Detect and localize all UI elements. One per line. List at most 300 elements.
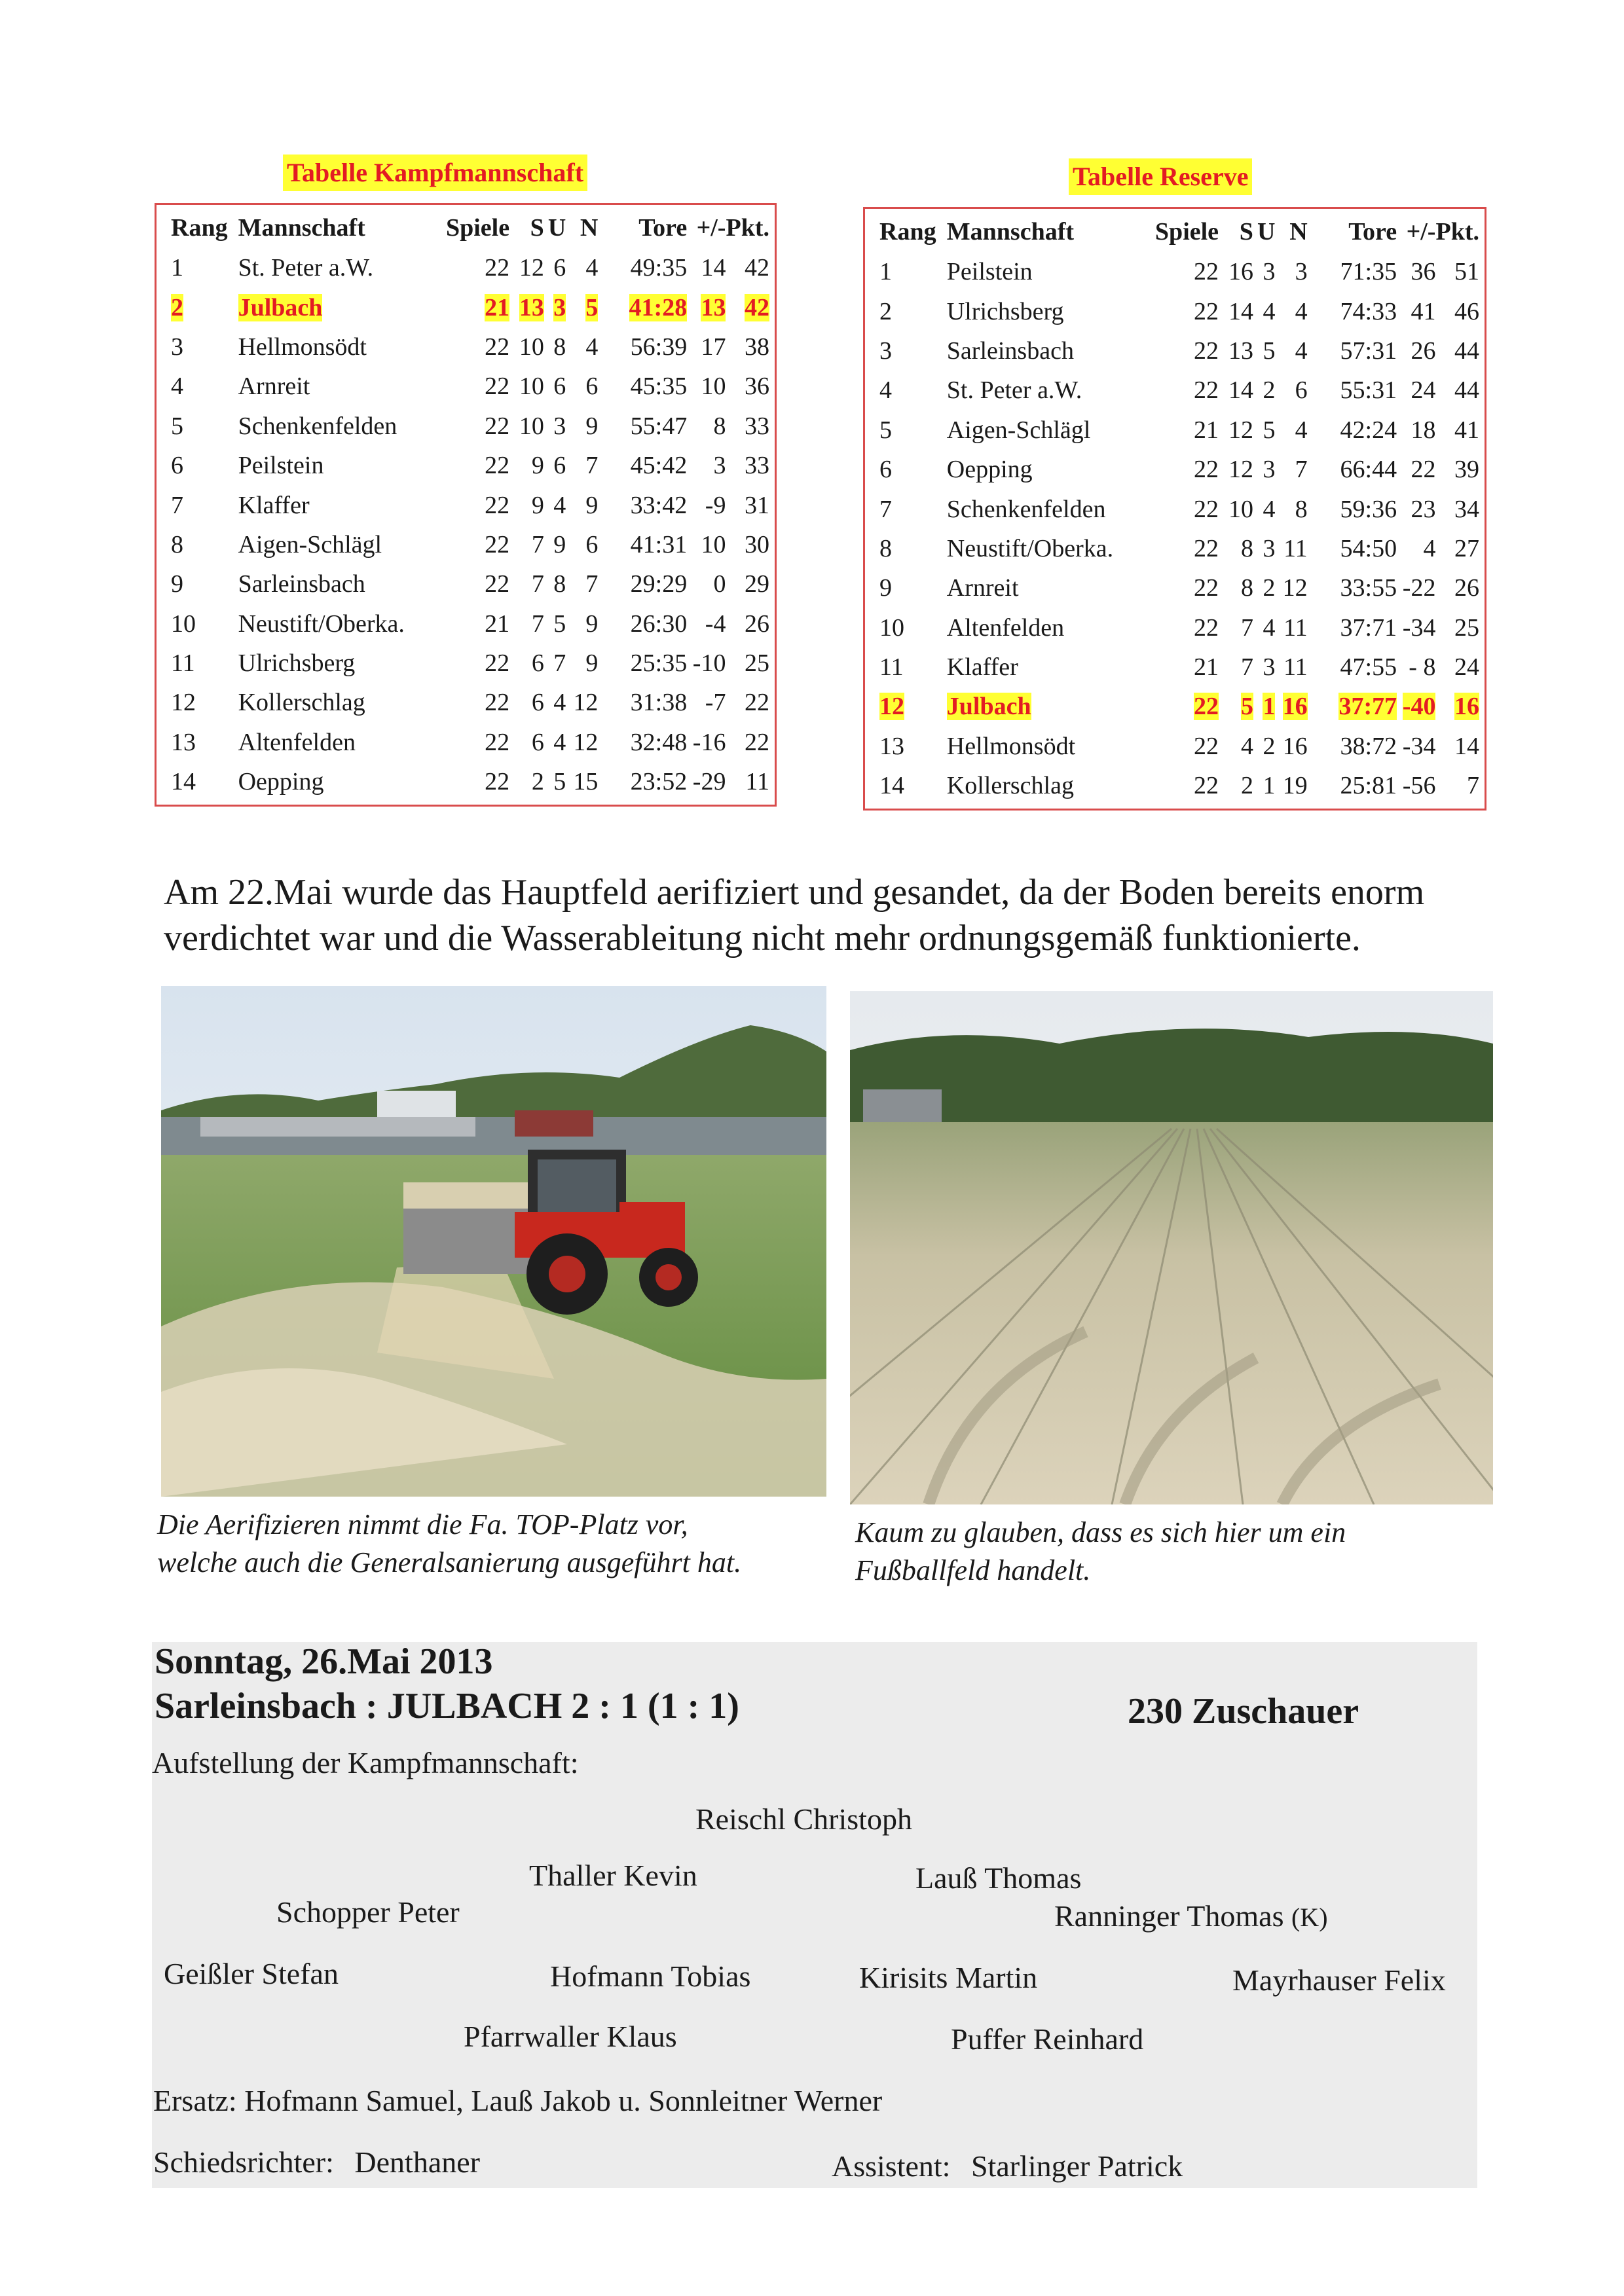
cell-pkt-value: 26 xyxy=(745,610,769,638)
cell-u-value: 4 xyxy=(553,491,566,519)
cell-tore-value: 41:31 xyxy=(630,530,688,558)
cell-tore-value: 47:55 xyxy=(1340,653,1397,682)
cell-u-value: 6 xyxy=(553,452,566,480)
cell-spiele-value: 22 xyxy=(1194,495,1219,523)
cell-rang xyxy=(879,291,947,331)
table-row xyxy=(171,327,769,367)
cell-diff xyxy=(1397,568,1435,608)
player-goalkeeper: Reischl Christoph xyxy=(695,1802,912,1836)
cell-team-value: Ulrichsberg xyxy=(238,649,356,678)
cell-n xyxy=(1275,371,1307,410)
cell-diff xyxy=(1397,727,1435,766)
cell-n xyxy=(1275,450,1307,489)
table-title-kampfmannschaft: Tabelle Kampfmannschaft xyxy=(283,155,587,191)
table-row xyxy=(879,331,1479,371)
cell-diff xyxy=(687,723,726,762)
cell-spiele xyxy=(1135,410,1219,450)
cell-team xyxy=(947,608,1135,647)
cell-rang xyxy=(171,327,238,367)
cell-tore-value: 23:52 xyxy=(630,768,688,796)
cell-team-value: St. Peter a.W. xyxy=(238,254,374,282)
cell-spiele xyxy=(426,644,509,683)
cell-team-value: Oepping xyxy=(238,768,324,796)
cell-pkt xyxy=(1435,371,1479,410)
cell-tore-value: 74:33 xyxy=(1340,297,1397,325)
cell-spiele-value: 22 xyxy=(1194,772,1219,800)
cell-n-value: 12 xyxy=(1282,574,1308,602)
cell-s xyxy=(1219,727,1253,766)
cell-spiele xyxy=(1135,727,1219,766)
cell-rang xyxy=(171,762,238,801)
cell-team xyxy=(238,327,426,367)
cell-pkt-value: 44 xyxy=(1454,376,1479,405)
cell-u xyxy=(544,644,566,683)
cell-n xyxy=(1275,410,1307,450)
cell-rang xyxy=(879,647,947,687)
cell-tore-value: 45:35 xyxy=(630,373,688,401)
cell-u xyxy=(1253,450,1276,489)
player-def-1: Thaller Kevin xyxy=(529,1859,697,1892)
cell-u xyxy=(544,683,566,722)
cell-n xyxy=(1275,608,1307,647)
cell-u xyxy=(1253,489,1276,528)
cell-tore xyxy=(598,644,687,683)
cell-diff-value: -34 xyxy=(1402,732,1436,760)
cell-rang-value: 13 xyxy=(879,732,904,760)
cell-pkt xyxy=(1435,766,1479,805)
table-row xyxy=(879,608,1479,647)
cell-spiele xyxy=(1135,687,1219,726)
cell-tore xyxy=(598,407,687,446)
table-header-row xyxy=(171,208,769,248)
cell-team-value: Aigen-Schlägl xyxy=(238,530,382,558)
cell-diff-value: - 8 xyxy=(1409,653,1436,682)
cell-rang-value: 6 xyxy=(879,456,892,484)
cell-spiele-value: 22 xyxy=(485,452,510,480)
cell-u-value: 6 xyxy=(553,254,566,282)
cell-pkt-value: 31 xyxy=(745,491,769,519)
standings-reserve xyxy=(879,211,1479,805)
table-header-row xyxy=(879,211,1479,252)
cell-diff xyxy=(687,446,726,485)
cell-u xyxy=(1253,371,1276,410)
cell-team-value: Kollerschlag xyxy=(946,772,1074,800)
cell-s-value: 12 xyxy=(519,254,544,282)
header-rang: Rang xyxy=(171,214,228,242)
cell-rang xyxy=(171,723,238,762)
cell-u-value: 5 xyxy=(553,610,566,638)
cell-diff-value: -34 xyxy=(1402,613,1436,642)
header-tore: Tore xyxy=(1348,218,1397,246)
cell-pkt xyxy=(726,525,769,564)
cell-spiele xyxy=(1135,331,1219,371)
header-pkt: Pkt. xyxy=(726,214,769,242)
cell-team xyxy=(947,410,1135,450)
cell-pkt xyxy=(726,485,769,524)
cell-pkt-value: 22 xyxy=(745,689,769,717)
cell-diff-value: -22 xyxy=(1402,574,1436,602)
cell-u xyxy=(1253,529,1276,568)
cell-n-value: 6 xyxy=(1295,376,1308,405)
cell-team xyxy=(947,727,1135,766)
cell-rang xyxy=(171,525,238,564)
cell-spiele-value: 21 xyxy=(485,610,510,638)
cell-s-value: 7 xyxy=(531,530,544,558)
cell-pkt-value: 39 xyxy=(1454,456,1479,484)
cell-rang xyxy=(879,371,947,410)
cell-diff-value: 18 xyxy=(1411,416,1436,444)
cell-tore-value: 57:31 xyxy=(1340,337,1397,365)
cell-pkt xyxy=(1435,568,1479,608)
cell-team xyxy=(238,604,426,644)
cell-s-value: 8 xyxy=(1240,574,1253,602)
cell-diff xyxy=(1397,608,1435,647)
header-rang: Rang xyxy=(879,218,936,246)
cell-team xyxy=(947,291,1135,331)
cell-diff-value: 10 xyxy=(701,373,726,401)
cell-tore xyxy=(1308,687,1397,726)
cell-u-value: 2 xyxy=(1263,376,1276,405)
cell-n-value: 7 xyxy=(585,452,599,480)
cell-pkt-value: 46 xyxy=(1454,297,1479,325)
cell-diff-value: 26 xyxy=(1411,337,1436,365)
cell-diff xyxy=(1397,371,1435,410)
cell-team-value: Kollerschlag xyxy=(238,689,365,717)
cell-tore-value: 38:72 xyxy=(1340,732,1397,760)
cell-u xyxy=(1253,410,1276,450)
cell-rang-value: 9 xyxy=(879,574,892,602)
player-mid-2: Hofmann Tobias xyxy=(550,1959,751,1993)
cell-s-value: 7 xyxy=(531,570,544,598)
cell-team-value: Peilstein xyxy=(238,452,324,480)
cell-spiele xyxy=(426,367,509,406)
cell-team xyxy=(947,450,1135,489)
cell-tore-value: 25:81 xyxy=(1340,772,1397,800)
cell-n xyxy=(1275,529,1307,568)
header-diff: +/- xyxy=(1406,218,1436,246)
cell-n-value: 11 xyxy=(1283,534,1308,562)
table-row xyxy=(171,248,769,287)
cell-s xyxy=(509,407,544,446)
table-row xyxy=(879,291,1479,331)
cell-diff-value: 4 xyxy=(1423,534,1436,562)
cell-diff xyxy=(1397,410,1435,450)
cell-tore xyxy=(598,683,687,722)
cell-n-value: 6 xyxy=(585,373,599,401)
cell-tore xyxy=(1308,568,1397,608)
cell-n xyxy=(1275,687,1307,726)
cell-n xyxy=(1275,766,1307,805)
cell-tore-value: 49:35 xyxy=(630,254,688,282)
cell-u-value: 4 xyxy=(1263,613,1276,642)
cell-s xyxy=(1219,410,1253,450)
cell-diff xyxy=(687,525,726,564)
cell-tore-value: 59:36 xyxy=(1340,495,1397,523)
cell-s-value: 2 xyxy=(531,768,544,796)
cell-rang-value: 1 xyxy=(171,254,183,282)
cell-s xyxy=(509,683,544,722)
cell-s-value: 10 xyxy=(519,333,544,361)
sanded-pitch-photo-illustration xyxy=(850,991,1493,1504)
cell-n-value: 4 xyxy=(1295,297,1308,325)
cell-pkt-value: 22 xyxy=(745,728,769,756)
cell-rang-value: 4 xyxy=(171,373,183,401)
cell-u-value: 3 xyxy=(1263,534,1276,562)
cell-u xyxy=(1253,727,1276,766)
cell-tore-value: 25:35 xyxy=(630,649,688,678)
cell-rang xyxy=(879,529,947,568)
cell-n-value: 9 xyxy=(585,610,599,638)
cell-u-value: 4 xyxy=(553,689,566,717)
cell-diff xyxy=(1397,331,1435,371)
cell-n xyxy=(566,485,598,524)
cell-n-value: 5 xyxy=(585,293,599,321)
cell-diff-value: -56 xyxy=(1402,772,1436,800)
cell-rang xyxy=(171,367,238,406)
cell-s xyxy=(509,564,544,604)
cell-diff xyxy=(1397,529,1435,568)
match-result: Sarleinsbach : JULBACH 2 : 1 (1 : 1) xyxy=(155,1686,739,1726)
player-def-4 xyxy=(1054,1899,1328,1933)
cell-spiele-value: 21 xyxy=(485,293,510,321)
cell-s-value: 10 xyxy=(519,412,544,440)
cell-team-value: Arnreit xyxy=(946,574,1019,602)
cell-rang-value: 14 xyxy=(879,772,904,800)
caption-right-line2: Fußballfeld handelt. xyxy=(855,1554,1091,1586)
cell-rang-value: 2 xyxy=(171,293,183,321)
cell-spiele-value: 21 xyxy=(1194,416,1219,444)
cell-spiele xyxy=(426,287,509,327)
cell-tore xyxy=(1308,331,1397,371)
cell-s-value: 6 xyxy=(531,649,544,678)
header-pkt: Pkt. xyxy=(1435,218,1479,246)
cell-diff-value: -7 xyxy=(705,689,726,717)
cell-pkt-value: 7 xyxy=(1467,772,1479,800)
cell-tore xyxy=(598,287,687,327)
cell-diff-value: 24 xyxy=(1411,376,1436,405)
cell-spiele-value: 22 xyxy=(485,530,510,558)
cell-s-value: 13 xyxy=(1228,337,1253,365)
cell-diff-value: 0 xyxy=(713,570,726,598)
cell-tore-value: 26:30 xyxy=(630,610,688,638)
header-spiele: Spiele xyxy=(445,214,510,242)
cell-u xyxy=(544,525,566,564)
cell-diff-value: 10 xyxy=(701,530,726,558)
cell-u-value: 2 xyxy=(1263,574,1276,602)
cell-s-value: 6 xyxy=(531,728,544,756)
cell-u-value: 3 xyxy=(1263,653,1276,682)
cell-tore xyxy=(598,485,687,524)
table-row xyxy=(171,644,769,683)
table-row xyxy=(171,367,769,406)
cell-rang xyxy=(879,766,947,805)
cell-diff xyxy=(1397,766,1435,805)
cell-pkt xyxy=(1435,529,1479,568)
cell-spiele-value: 22 xyxy=(1194,456,1219,484)
cell-tore xyxy=(598,564,687,604)
cell-pkt-value: 33 xyxy=(745,412,769,440)
table-row xyxy=(879,371,1479,410)
cell-pkt-value: 11 xyxy=(745,768,769,796)
cell-pkt-value: 29 xyxy=(745,570,769,598)
cell-u-value: 8 xyxy=(553,333,566,361)
cell-u xyxy=(544,564,566,604)
cell-rang xyxy=(171,407,238,446)
table-row xyxy=(879,489,1479,528)
cell-s xyxy=(509,723,544,762)
cell-s-value: 7 xyxy=(1240,653,1253,682)
cell-n-value: 7 xyxy=(1295,456,1308,484)
cell-diff xyxy=(687,762,726,801)
cell-u-value: 4 xyxy=(553,728,566,756)
cell-tore xyxy=(1308,766,1397,805)
cell-n xyxy=(566,287,598,327)
cell-rang xyxy=(171,683,238,722)
cell-pkt xyxy=(726,327,769,367)
cell-n-value: 16 xyxy=(1282,693,1308,721)
cell-s xyxy=(1219,766,1253,805)
cell-pkt xyxy=(1435,489,1479,528)
cell-tore xyxy=(1308,608,1397,647)
cell-diff-value: 41 xyxy=(1411,297,1436,325)
cell-spiele-value: 22 xyxy=(485,254,510,282)
referee-name: Denthaner xyxy=(354,2145,480,2179)
cell-team xyxy=(238,248,426,287)
cell-s-value: 14 xyxy=(1228,376,1253,405)
cell-team-value: Aigen-Schlägl xyxy=(946,416,1091,444)
cell-tore-value: 41:28 xyxy=(629,293,688,321)
table-row xyxy=(879,568,1479,608)
cell-tore-value: 54:50 xyxy=(1340,534,1397,562)
cell-u-value: 6 xyxy=(553,373,566,401)
cell-spiele-value: 22 xyxy=(1194,732,1219,760)
cell-tore xyxy=(1308,371,1397,410)
cell-rang-value: 7 xyxy=(879,495,892,523)
cell-team-value: Neustift/Oberka. xyxy=(946,534,1114,562)
cell-pkt-value: 33 xyxy=(745,452,769,480)
cell-pkt-value: 16 xyxy=(1454,693,1479,721)
cell-spiele xyxy=(426,327,509,367)
cell-n xyxy=(1275,489,1307,528)
cell-s-value: 13 xyxy=(519,293,544,321)
cell-u xyxy=(544,723,566,762)
cell-n-value: 9 xyxy=(585,649,599,678)
tractor-photo-illustration xyxy=(161,986,826,1497)
cell-s xyxy=(1219,252,1253,291)
cell-pkt-value: 36 xyxy=(745,373,769,401)
cell-tore xyxy=(1308,529,1397,568)
cell-n xyxy=(566,248,598,287)
cell-n-value: 11 xyxy=(1283,613,1308,642)
cell-s xyxy=(1219,489,1253,528)
cell-rang-value: 5 xyxy=(879,416,892,444)
cell-rang xyxy=(879,331,947,371)
cell-u xyxy=(1253,687,1276,726)
cell-n xyxy=(566,683,598,722)
cell-tore xyxy=(598,525,687,564)
cell-n-value: 16 xyxy=(1282,732,1308,760)
cell-u-value: 5 xyxy=(1263,337,1276,365)
cell-diff-value: 14 xyxy=(701,254,726,282)
cell-s xyxy=(1219,568,1253,608)
table-row xyxy=(171,525,769,564)
cell-team xyxy=(947,331,1135,371)
cell-n-value: 4 xyxy=(1295,416,1308,444)
report-paragraph: Am 22.Mai wurde das Hauptfeld aerifiziert und gesandet, da der Boden bereits enorm verdichtet war und die Wasserableitung nicht mehr ordnungsgemäß funktionierte. xyxy=(164,872,1425,958)
cell-tore xyxy=(598,604,687,644)
cell-n xyxy=(566,525,598,564)
substitutes-label: Ersatz: xyxy=(153,2084,237,2117)
cell-pkt xyxy=(726,446,769,485)
cell-n-value: 4 xyxy=(585,254,599,282)
cell-pkt-value: 27 xyxy=(1454,534,1479,562)
cell-u-value: 5 xyxy=(553,768,566,796)
cell-n xyxy=(1275,647,1307,687)
header-mannschaft: Mannschaft xyxy=(946,218,1075,246)
cell-u-value: 7 xyxy=(553,649,566,678)
cell-u-value: 4 xyxy=(1263,495,1276,523)
cell-s xyxy=(1219,687,1253,726)
cell-spiele-value: 22 xyxy=(485,491,510,519)
referee-label: Schiedsrichter: xyxy=(153,2145,334,2179)
table-row xyxy=(879,687,1479,726)
cell-diff xyxy=(687,367,726,406)
cell-diff xyxy=(687,407,726,446)
cell-s-value: 7 xyxy=(1240,613,1253,642)
photo-sanded-pitch xyxy=(850,991,1493,1504)
cell-s-value: 7 xyxy=(531,610,544,638)
cell-n-value: 8 xyxy=(1295,495,1308,523)
cell-diff xyxy=(1397,687,1435,726)
table-row xyxy=(171,407,769,446)
cell-spiele xyxy=(426,762,509,801)
cell-pkt xyxy=(1435,608,1479,647)
cell-team-value: Altenfelden xyxy=(238,728,356,756)
cell-s xyxy=(509,762,544,801)
header-n: N xyxy=(1289,218,1308,246)
cell-diff xyxy=(687,644,726,683)
cell-spiele xyxy=(426,604,509,644)
cell-diff xyxy=(687,327,726,367)
cell-team xyxy=(238,723,426,762)
cell-u xyxy=(1253,331,1276,371)
cell-spiele xyxy=(1135,489,1219,528)
lineup-label: Aufstellung der Kampfmannschaft: xyxy=(152,1746,579,1779)
cell-s xyxy=(509,287,544,327)
cell-s-value: 6 xyxy=(531,689,544,717)
cell-n xyxy=(566,762,598,801)
cell-spiele-value: 22 xyxy=(1194,337,1219,365)
cell-pkt xyxy=(726,644,769,683)
cell-rang-value: 3 xyxy=(171,333,183,361)
cell-team-value: Julbach xyxy=(946,693,1031,721)
player-mid-4: Mayrhauser Felix xyxy=(1232,1963,1446,1997)
cell-team-value: Schenkenfelden xyxy=(238,412,397,440)
table-row xyxy=(171,762,769,801)
cell-n-value: 12 xyxy=(573,728,599,756)
cell-diff-value: -9 xyxy=(705,491,726,519)
cell-team xyxy=(947,687,1135,726)
header-u: U xyxy=(1257,218,1276,246)
cell-team xyxy=(238,287,426,327)
cell-s xyxy=(509,327,544,367)
cell-spiele-value: 22 xyxy=(1194,534,1219,562)
cell-tore-value: 55:47 xyxy=(630,412,688,440)
cell-n xyxy=(1275,331,1307,371)
cell-pkt xyxy=(726,407,769,446)
cell-diff-value: -16 xyxy=(692,728,726,756)
cell-tore-value: 56:39 xyxy=(630,333,688,361)
